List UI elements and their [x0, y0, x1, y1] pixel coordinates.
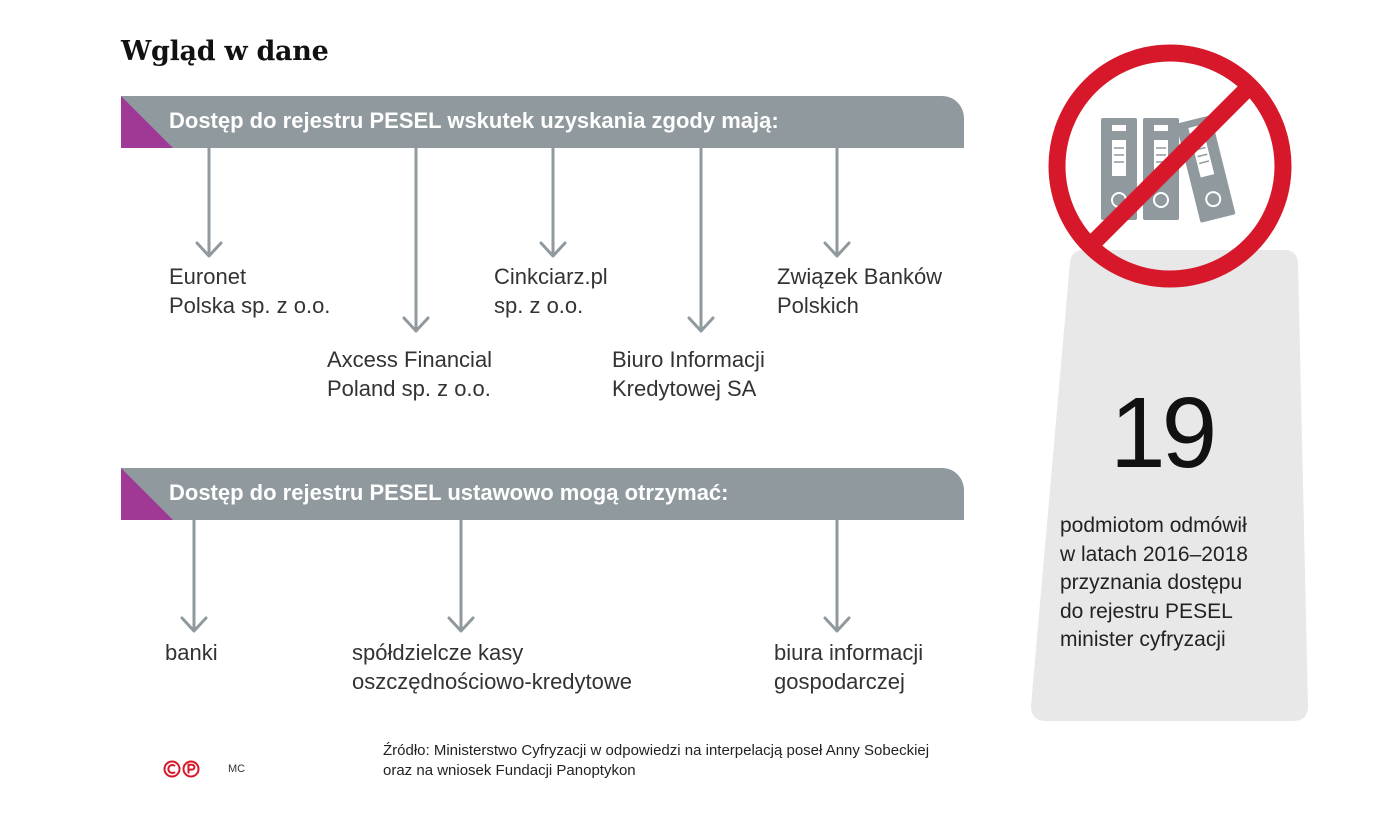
section1-header: Dostęp do rejestru PESEL wskutek uzyskania zgody mają: — [169, 108, 779, 133]
arrow-cinkciarz — [541, 148, 565, 256]
stat-line: do rejestru PESEL — [1060, 599, 1233, 623]
arrow-zbp — [825, 148, 849, 256]
source-note — [383, 741, 929, 781]
entity-label-line: banki — [165, 640, 218, 665]
entity-label — [612, 345, 765, 403]
arrow-banki — [182, 520, 206, 631]
stat-line: minister cyfryzacji — [1060, 628, 1226, 651]
entity-label-line: gospodarczej — [774, 669, 905, 694]
publisher-logo — [163, 760, 203, 778]
entity-label — [774, 638, 923, 696]
entity-label-line: biura informacji — [774, 640, 924, 665]
stat-line: w latach 2016–2018 — [1060, 542, 1248, 566]
entity-label-line: sp. z o.o. — [494, 293, 584, 318]
entity-label-line: Axcess Financial — [327, 347, 493, 372]
entity-label-line: spółdzielcze kasy — [352, 640, 524, 665]
entity-label-line: Poland sp. z o.o. — [327, 376, 491, 401]
entity-label-line: Euronet — [169, 264, 247, 289]
arrow-big — [825, 520, 849, 631]
entity-label — [494, 262, 608, 320]
arrow-euronet — [197, 148, 221, 256]
arrow-axcess — [404, 148, 428, 331]
section2-header: Dostęp do rejestru PESEL ustawowo mogą otrzymać: — [169, 480, 729, 505]
stat-line: przyznania dostępu — [1060, 571, 1243, 594]
entity-label — [777, 262, 942, 320]
entity-label-line: oszczędnościowo-kredytowe — [352, 669, 633, 694]
arrow-skok — [449, 520, 473, 631]
entity-label-line: Związek Banków — [777, 264, 943, 289]
author-initials: MC — [228, 763, 246, 775]
entity-label-line: Polska sp. z o.o. — [169, 293, 331, 318]
entity-label-line: Kredytowej SA — [612, 376, 757, 401]
stat-line: podmiotom odmówił — [1060, 514, 1247, 537]
arrow-bik — [689, 148, 713, 331]
entity-label — [169, 262, 330, 320]
prohibition-icon — [1057, 53, 1283, 279]
entity-label-line: Polskich — [777, 293, 859, 318]
entity-label — [165, 638, 218, 667]
entity-label — [352, 638, 632, 696]
page-title: Wgląd w dane — [121, 36, 329, 67]
entity-label-line: Cinkciarz.pl — [494, 264, 608, 289]
source-line: Źródło: Ministerstwo Cyfryzacji w odpowiedzi na interpelacją poseł Anny Sobeckiej — [383, 742, 930, 759]
entity-label — [327, 345, 492, 403]
stat-number: 19 — [1110, 377, 1214, 489]
entity-label-line: Biuro Informacji — [612, 347, 765, 372]
stat-description — [1060, 512, 1248, 655]
source-line: oraz na wniosek Fundacji Panoptykon — [383, 762, 636, 779]
